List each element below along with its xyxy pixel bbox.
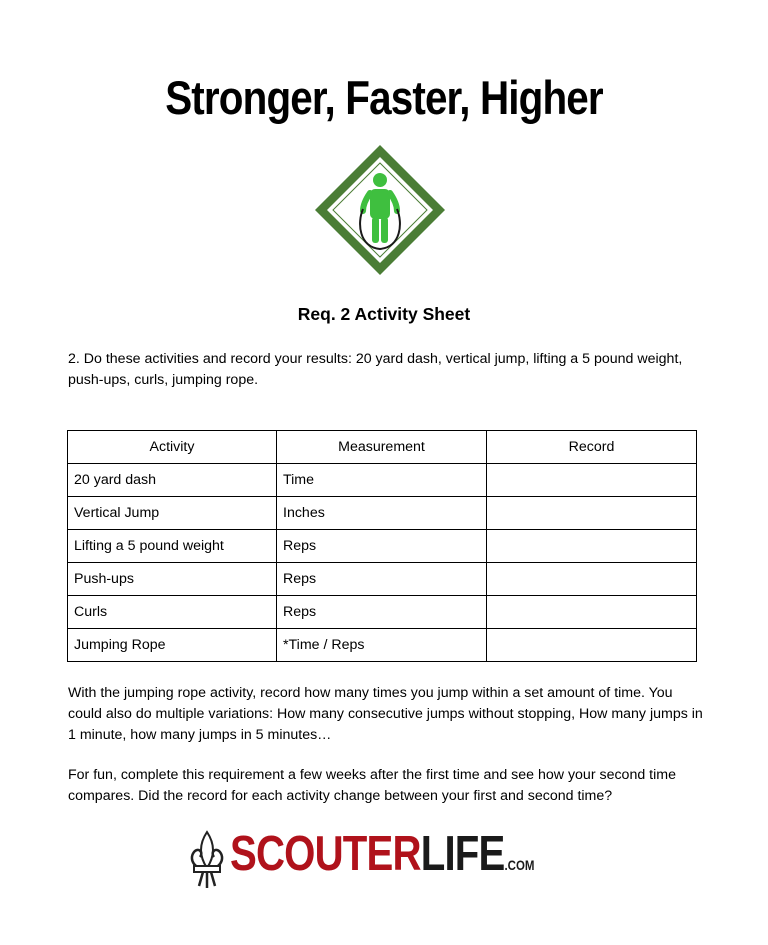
table-row <box>68 563 697 596</box>
logo-com-text: .COM <box>504 857 535 873</box>
fleur-de-lis-icon <box>186 830 228 890</box>
activity-table <box>67 430 697 662</box>
record-cell[interactable] <box>487 563 697 596</box>
measurement-cell: Reps <box>277 563 487 596</box>
table-row <box>68 629 697 662</box>
repeat-note: For fun, complete this requirement a few weeks after the first time and see how your second time compares. Did the record for each activity change between your first and second time? <box>68 767 676 804</box>
page-title: Stronger, Faster, Higher <box>165 71 603 124</box>
header-record: Record <box>487 431 697 464</box>
record-cell[interactable] <box>487 497 697 530</box>
logo-scouter-text: SCOUTER <box>230 827 421 881</box>
activity-cell: Vertical Jump <box>68 497 277 530</box>
table-row <box>68 596 697 629</box>
measurement-cell: Reps <box>277 530 487 563</box>
activity-cell: Push-ups <box>68 563 277 596</box>
activity-cell: 20 yard dash <box>68 464 277 497</box>
activity-cell: Jumping Rope <box>68 629 277 662</box>
logo-life-text: LIFE <box>420 827 505 881</box>
table-row <box>68 530 697 563</box>
record-cell[interactable] <box>487 530 697 563</box>
record-cell[interactable] <box>487 596 697 629</box>
jump-rope-badge-icon <box>313 143 447 277</box>
jump-rope-note: With the jumping rope activity, record how many times you jump within a set amount of time. You could also do multiple variations: How many consecutive jumps without stopping, How many jumps in 1 minute, how many jumps in 5 minutes… <box>68 685 703 743</box>
measurement-cell: Time <box>277 464 487 497</box>
header-measurement: Measurement <box>277 431 487 464</box>
table-row <box>68 464 697 497</box>
table-row <box>68 497 697 530</box>
scouterlife-logo <box>186 826 586 892</box>
header-activity: Activity <box>68 431 277 464</box>
activity-cell: Curls <box>68 596 277 629</box>
intro-text: 2. Do these activities and record your results: 20 yard dash, vertical jump, lifting a 5 pound weight, push-ups, curls, jumping rope. <box>68 351 683 388</box>
measurement-cell: Reps <box>277 596 487 629</box>
measurement-cell: *Time / Reps <box>277 629 487 662</box>
record-cell[interactable] <box>487 629 697 662</box>
table-header-row <box>68 431 697 464</box>
record-cell[interactable] <box>487 464 697 497</box>
activity-cell: Lifting a 5 pound weight <box>68 530 277 563</box>
sheet-subtitle: Req. 2 Activity Sheet <box>297 304 471 324</box>
measurement-cell: Inches <box>277 497 487 530</box>
